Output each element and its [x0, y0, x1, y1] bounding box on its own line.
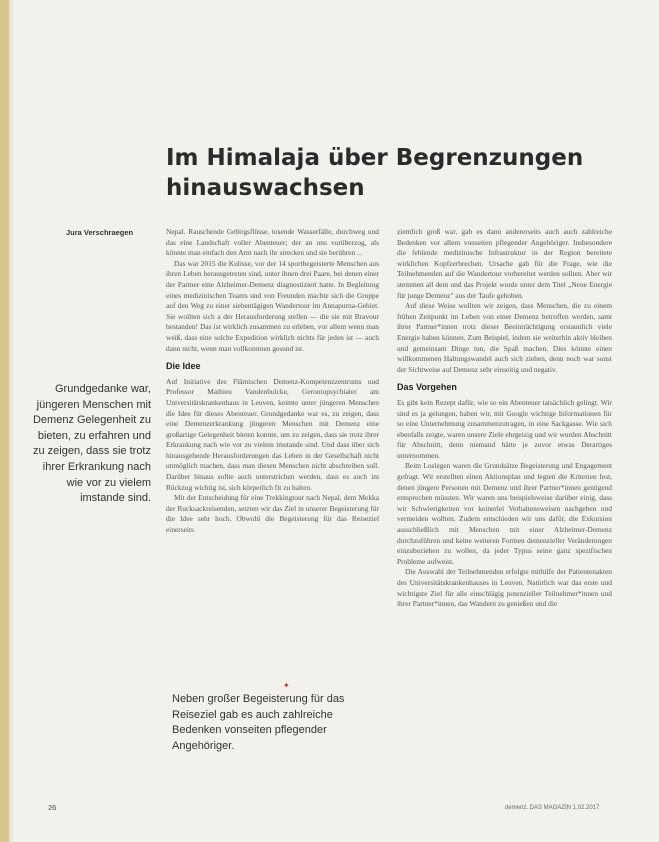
article-title: Im Himalaja über Begrenzungen hinauswachsen [166, 145, 584, 201]
page-edge-strip [0, 0, 9, 842]
paragraph: Auf Initiative des Flämischen Demenz-Kompetenzzentrums und Professor Mathieu Vandenbulcke, Gerontopsychiater am Universitätskrankenhaus in Leuven, keimte unter jüngeren Menschen die Idee für dieses Abenteuer. Grundgedanke war es, zu zeigen, dass eine Demenzerkrankung jüngeren Menschen mit Demenz eine großartige Gelegenheit bieten konnte, um zu zeigen, dass sie trotz ihrer Erkrankung nach wie vor zu vielem imstande sind. Und dass über sich hinausgehende Herausforderungen das Leben in der Gesellschaft nicht unmöglich machen, dass man diesen Menschen nicht abschreiben soll. Darüber hinaus sollte auch unterstrichen werden, dass es auch im Rückzug wichtig ist, sich körperlich fit zu halten. [166, 376, 379, 492]
section-heading: Das Vorgehen [397, 382, 457, 393]
magazine-footer: demenz. DAS MAGAZIN 1.02.2017 [505, 805, 600, 811]
paragraph: Das war 2015 die Kulisse, vor der 14 sportbegeisterte Menschen aus ihren Leben herausgetreten sind, unter ihnen drei Paare, bei denen einer der Partner eine Alzheimer-Demenz diagnostiziert hatte. In Begleitung eines medizinischen Teams und von Freunden machte sich die Gruppe auf den Weg zu einer siebentägigen Wandertour im Annapurna-Gebiet. Sie wollten sich a der Herausforderung stellen — die sie mit Bravour bestanden! Das ist wirklich zusammen zu erleben, vor allem wenn man weiß, dass eine solche Expedition wirklich nichts für jeden ist — auch dann nicht, wenn man vollkommen gesund ist. [166, 258, 379, 353]
paragraph: Beim Loslegen waren die Grundsätze Begeisterung und Engagement gefragt. Wir erstellten einen Aktionsplan und legten die Kriterien fest, denen jüngere Personen mit Demenz und ihrer Partner*innen genügend entsprechen müssten. Wir waren uns beispielsweise darüber einig, dass wir Schwierigkeiten vor keinerlei Verhaltensweisen nachgeben und vermeiden wollten. Zudem entschieden wir uns dafür, die Exkursion ausschließlich mit Menschen mit einer Alzheimer-Demenz durchzuführen und keine weiteren Formen demenzieller Veränderungen einzubeziehen zu wollen, da jeder Typus seine ganz spezifischen Probleme aufweist. [397, 461, 612, 566]
text-column-2 [397, 227, 612, 610]
section-heading: Die Idee [166, 361, 201, 372]
pullquote-marker-icon: ✦ [283, 681, 290, 690]
binding-shadow [9, 0, 15, 842]
paragraph: Es gibt kein Rezept dafür, wie so ein Abenteuer tatsächlich gelingt. Wir sind es ja gelungen, haben wir, mit Google wichtige Informationen für so eine Unternehmung zusammenzutragen, in eine Sackgasse. Wie sich ebenfalls zeigte, waren unsere Ziele ehrgeizig und wir wurden Abschnitt für Abschnitt, denn niemand hätte je zuvor etwas Derartiges unternommen. [397, 397, 612, 460]
author-name: Jura Verschraegen [66, 228, 134, 237]
paragraph: Nepal. Rauschende Gebirgsflüsse, tosende Wasserfälle, durchweg und das eine Landschaft voller Abenteuer; der an uns vorüberzog, als könnte man einfach den Arm nach ihr strecken und sie berühren ... [166, 227, 379, 258]
paragraph: Die Auswahl der Teilnehmenden erfolgte mithilfe der Patientenakten des Universitätskrankenhauses in Leuven. Natürlich war das erste und wichtigste Ziel für alle einschlägig potenzieller Teilnehmer*innen und ihrer Partner*innen, das Wandern zu genießen und die [397, 567, 612, 609]
text-column-1 [166, 227, 379, 536]
pullquote-left: Grundgedanke war, jüngeren Menschen mit Demenz Gelegenheit zu bieten, zu erfahren und zu zeigen, dass sie trotz ihrer Erkrankung nach wie vor zu vielem imstande sind. [32, 383, 151, 505]
page-number: 26 [48, 803, 57, 812]
paragraph: Auf diese Weise wollten wir zeigen, dass Menschen, die zu einem frühen Zeitpunkt im Leben von einer Demenz betroffen werden, samt ihrer Partner*innen trotz dieser Beeinträchtigung erstaunlich viele Energie haben können. Zum Beispiel, indem sie weiterhin aktiv bleiben und gemeinsam Dinge tun, die Spaß machen. Dies könnte einen willkommenen Haltungswandel auch sich ziehen, denn noch war sonst der Sichtweise auf Demenz sehr einseitig und negativ. [397, 301, 612, 374]
paragraph: ziemlich groß war, gab es dann andererseits auch auch zahlreiche Bedenken vor allem vonseiten pflegender Angehöriger. Insbesondere die fehlende medizinische Infrastruktur in der Region bereitete wirklichen Kopfzerbrechen. Ursache gab für die Frage, wie die Teilnehmenden auf die Wandertour vorbereitet werden sollten. Aber wir stemmen all dem und das Projekt wurde unter dem Titel „Neue Energie für junge Demenz" aus der Taufe gehoben. [397, 227, 612, 300]
pullquote-bottom: Neben großer Begeisterung für das Reiseziel gab es auch zahlreiche Bedenken vonseiten pflegender Angehöriger. [172, 693, 345, 752]
paragraph: Mit der Entscheidung für eine Trekkingtour nach Nepal, dem Mekka der Rucksackreisenden, setzten wir das Ziel in unserer Begeisterung für die Idee sehr hoch. Obwohl die Begeisterung für das Reiseziel einerseits [166, 493, 379, 535]
